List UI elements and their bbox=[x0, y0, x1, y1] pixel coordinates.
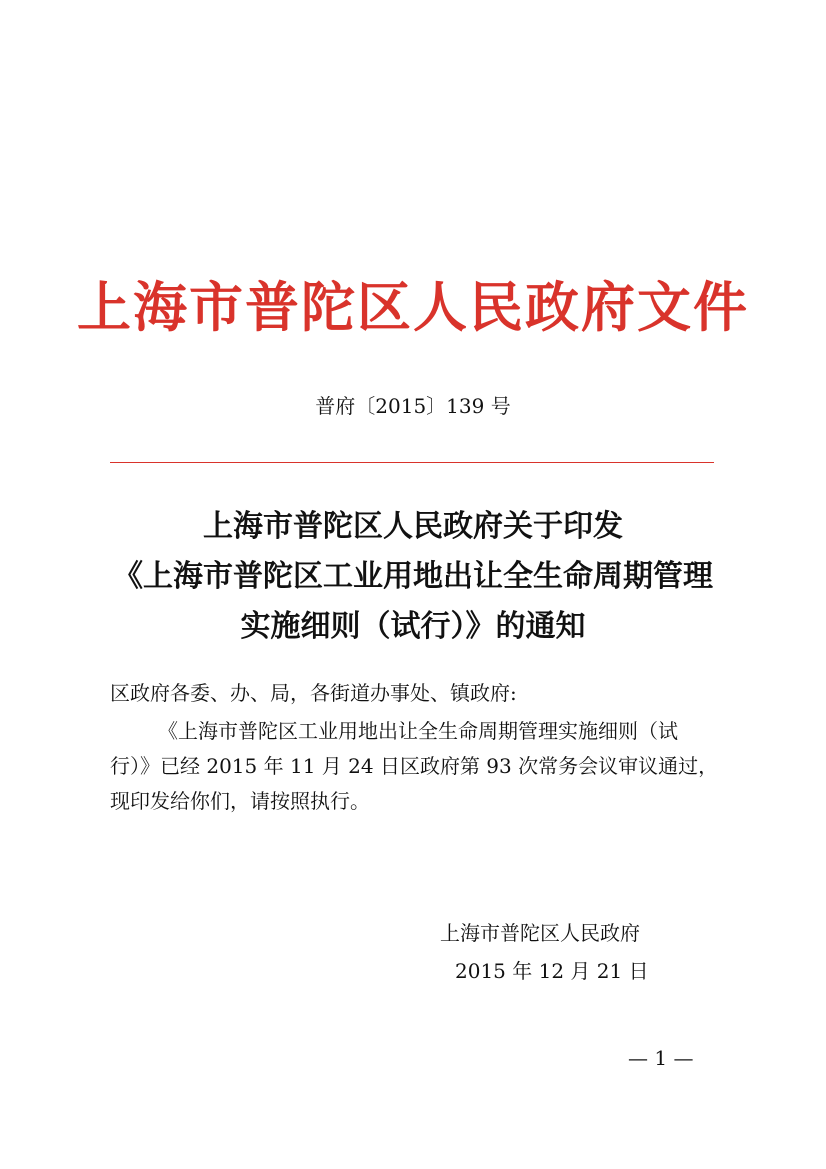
salutation: 区政府各委、办、局，各街道办事处、镇政府: bbox=[110, 681, 517, 705]
masthead-divider bbox=[110, 462, 714, 463]
title-line-1: 上海市普陀区人民政府关于印发 bbox=[203, 509, 623, 544]
page-number: — 1 — bbox=[628, 1046, 694, 1070]
masthead-title: 上海市普陀区人民政府文件 bbox=[77, 275, 749, 339]
body-line-1: 《上海市普陀区工业用地出让全生命周期管理实施细则（试 bbox=[158, 719, 678, 743]
title-line-3: 实施细则（试行）》的通知 bbox=[240, 609, 586, 644]
body-line-3: 现印发给你们，请按照执行。 bbox=[110, 789, 370, 813]
signature-organization: 上海市普陀区人民政府 bbox=[440, 921, 640, 945]
document-title bbox=[0, 502, 826, 652]
body-line-2: 行）》已经 2015 年 11 月 24 日区政府第 93 次常务会议审议通过， bbox=[110, 754, 719, 778]
document-number: 普府〔2015〕139 号 bbox=[315, 394, 511, 418]
title-line-2: 《上海市普陀区工业用地出让全生命周期管理 bbox=[113, 559, 713, 594]
body-paragraph bbox=[110, 714, 724, 819]
signature-date: 2015 年 12 月 21 日 bbox=[455, 959, 649, 983]
